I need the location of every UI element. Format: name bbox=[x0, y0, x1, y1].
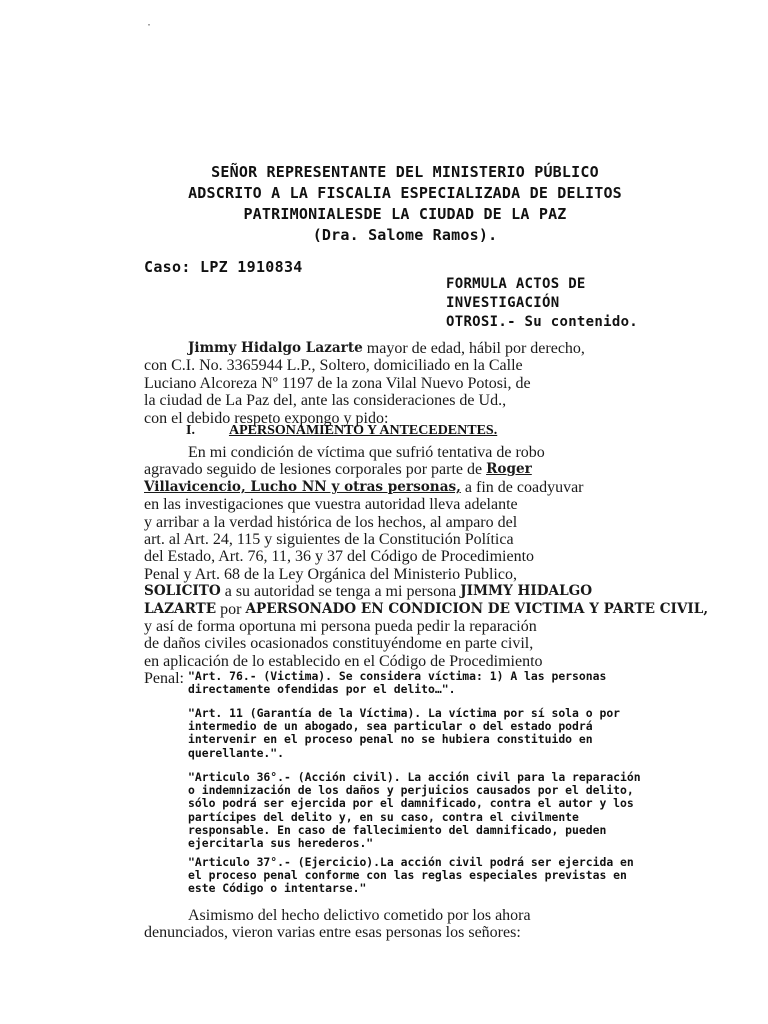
heading-line: SEÑOR REPRESENTANTE DEL MINISTERIO PÚBLICO bbox=[211, 163, 599, 181]
section-heading bbox=[186, 423, 497, 439]
petitioner-name: Jimmy Hidalgo Lazarte bbox=[188, 340, 363, 356]
body-paragraph: En mi condición de víctima que sufrió tentativa de robo agravado seguido de lesiones corporales por parte de Roger Villavicencio, Lucho NN y otras personas, a fin de coadyuvar en las investigaciones que vuestra autoridad lleva adelante y arribar a la verdad histórica de los hechos, al amparo del art. al Art. 24, 115 y siguientes de la Constitución Política del Estado, Art. 76, 11, 36 y 37 del Código de Procedimiento Penal y Art. 68 de la Ley Orgánica del Ministerio Publico, SOLICITO a su autoridad se tenga a mi persona JIMMY HIDALGO LAZARTE por APERSONADO EN CONDICION DE VICTIMA Y PARTE CIVIL, y así de forma oportuna mi persona pueda pedir la reparación de daños civiles ocasionados constituyéndome en parte civil, en aplicación de lo establecido en el Código de Procedimiento Penal: bbox=[144, 444, 709, 688]
legal-quote: "Articulo 36°.- (Acción civil). La acción civil para la reparación o indemnización de los daños y perjuicios causados por el delito, sólo podrá ser ejercida por el damnificado, contra el autor y los partícipes del delito y, en su caso, contra el civilmente responsable. En caso de fallecimiento del damnificado, pueden ejercitarla sus herederos." bbox=[188, 770, 641, 850]
case-number: Caso: LPZ 1910834 bbox=[144, 258, 303, 276]
subject-line: FORMULA ACTOS DE bbox=[446, 276, 586, 292]
subject-line: OTROSI.- Su contenido. bbox=[446, 314, 639, 330]
heading-line: (Dra. Salome Ramos). bbox=[312, 226, 498, 244]
subject-line: INVESTIGACIÓN bbox=[446, 295, 560, 311]
heading-line: PATRIMONIALESDE LA CIUDAD DE LA PAZ bbox=[243, 205, 567, 223]
section-title: APERSONAMIENTO Y ANTECEDENTES. bbox=[228, 423, 498, 438]
legal-quote: "Art. 11 (Garantía de la Víctima). La víctima por sí sola o por intermedio de un abogado, sea particular o del estado podrá intervenir en el proceso penal no se hubiera constituido en querellante.". bbox=[188, 706, 621, 760]
scan-speck: · bbox=[146, 20, 153, 31]
legal-quote: "Articulo 37°.- (Ejercicio).La acción civil podrá ser ejercida en el proceso penal conforme con las reglas especiales previstas en este Código o intentarse." bbox=[188, 855, 634, 896]
section-number: I. bbox=[186, 423, 195, 438]
heading-line: ADSCRITO A LA FISCALIA ESPECIALIZADA DE DELITOS bbox=[188, 184, 622, 202]
body-paragraph: Asimismo del hecho delictivo cometido por los ahora denunciados, vieron varias entre esas personas los señores: bbox=[144, 907, 531, 942]
addressee-heading bbox=[140, 162, 670, 246]
document-subject bbox=[446, 275, 638, 332]
intro-paragraph: Jimmy Hidalgo Lazarte mayor de edad, hábil por derecho, con C.I. No. 3365944 L.P., Soltero, domiciliado en la Calle Luciano Alcoreza Nº 1197 de la zona Vilal Nuevo Potosi, de la ciudad de La Paz del, ante las consideraciones de Ud., con el debido respeto expongo y pido: bbox=[144, 340, 585, 427]
legal-quote: "Art. 76.- (Victima). Se considera víctima: 1) A las personas directamente ofendidas por el delito…". bbox=[188, 669, 607, 697]
